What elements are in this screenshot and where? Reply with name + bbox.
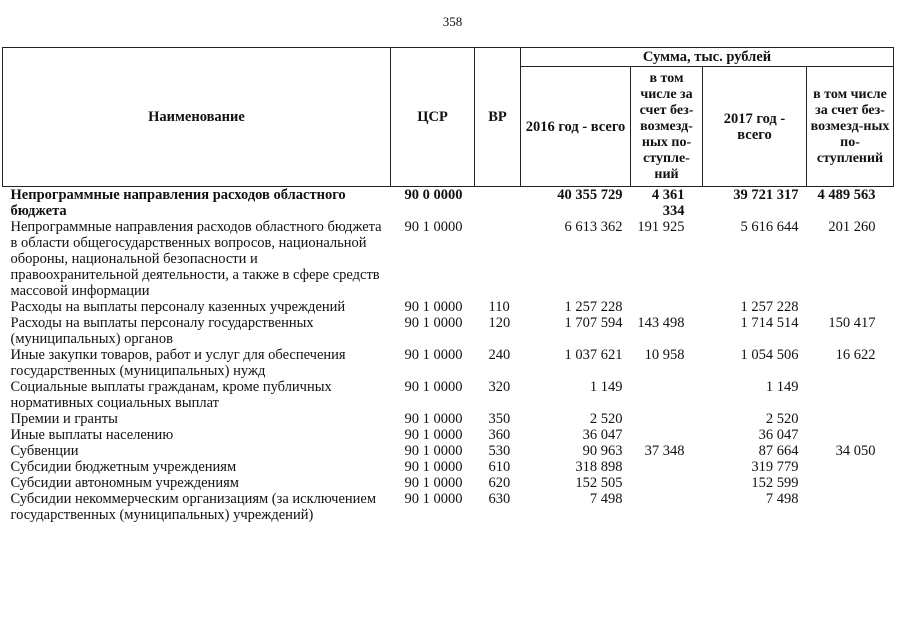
cell-total-2016: 7 498 bbox=[589, 491, 623, 507]
table-row bbox=[3, 315, 894, 347]
cell-free-2017 bbox=[807, 299, 894, 315]
cell-free-2016: 143 498 bbox=[637, 315, 685, 331]
cell-total-2017: 2 520 bbox=[765, 411, 799, 427]
cell-free-2016 bbox=[631, 379, 703, 411]
table-body bbox=[3, 187, 894, 524]
cell-free-2017 bbox=[807, 475, 894, 491]
cell-free-2016: 10 958 bbox=[644, 347, 685, 363]
cell-csr: 90 1 0000 bbox=[404, 475, 463, 491]
cell-csr: 90 1 0000 bbox=[404, 459, 463, 475]
cell-total-2017: 1 257 228 bbox=[740, 299, 799, 315]
cell-total-2017: 7 498 bbox=[765, 491, 799, 507]
cell-vr: 240 bbox=[488, 347, 511, 363]
cell-total-2016: 318 898 bbox=[575, 459, 623, 475]
cell-name: Непрограммные направления расходов областного бюджета bbox=[10, 187, 346, 219]
cell-csr: 90 0 0000 bbox=[404, 187, 463, 203]
header-sum-group: Сумма, тыс. рублей bbox=[521, 48, 894, 67]
page-number: 358 bbox=[442, 14, 463, 29]
cell-name: Социальные выплаты гражданам, кроме публичных нормативных социальных выплат bbox=[10, 379, 332, 411]
cell-free-2017: 4 489 563 bbox=[817, 187, 876, 203]
cell-csr: 90 1 0000 bbox=[404, 427, 463, 443]
cell-free-2016 bbox=[631, 491, 703, 523]
table-row bbox=[3, 187, 894, 220]
cell-csr: 90 1 0000 bbox=[404, 411, 463, 427]
header-vr: ВР bbox=[475, 48, 521, 187]
header-free-2016: в том числе за счет без-возмезд-ных по-ступле-ний bbox=[631, 67, 703, 187]
cell-name: Субсидии автономным учреждениям bbox=[10, 475, 239, 491]
cell-free-2016 bbox=[631, 459, 703, 475]
cell-total-2016: 36 047 bbox=[582, 427, 623, 443]
table-row bbox=[3, 299, 894, 315]
cell-total-2017: 1 714 514 bbox=[740, 315, 799, 331]
cell-free-2017: 150 417 bbox=[828, 315, 876, 331]
cell-csr: 90 1 0000 bbox=[404, 299, 463, 315]
cell-total-2017: 1 149 bbox=[765, 379, 799, 395]
cell-total-2016: 1 707 594 bbox=[564, 315, 623, 331]
table-row bbox=[3, 347, 894, 379]
cell-total-2017: 1 054 506 bbox=[740, 347, 799, 363]
header-total-2017: 2017 год - всего bbox=[703, 67, 807, 187]
cell-total-2017: 5 616 644 bbox=[740, 219, 799, 235]
cell-vr: 320 bbox=[488, 379, 511, 395]
table-header bbox=[3, 48, 894, 187]
cell-name: Иные выплаты населению bbox=[10, 427, 174, 443]
cell-free-2016 bbox=[631, 299, 703, 315]
cell-name: Расходы на выплаты персоналу государственных (муниципальных) органов bbox=[10, 315, 314, 347]
cell-csr: 90 1 0000 bbox=[404, 491, 463, 507]
budget-table bbox=[2, 47, 894, 523]
cell-total-2016: 1 149 bbox=[589, 379, 623, 395]
cell-free-2016 bbox=[631, 411, 703, 427]
cell-total-2016: 40 355 729 bbox=[557, 187, 623, 203]
cell-free-2016: 4 361 334 bbox=[651, 187, 685, 219]
cell-free-2016 bbox=[631, 475, 703, 491]
cell-vr bbox=[475, 219, 521, 299]
cell-free-2017 bbox=[807, 491, 894, 523]
cell-csr: 90 1 0000 bbox=[404, 347, 463, 363]
cell-total-2016: 6 613 362 bbox=[564, 219, 623, 235]
cell-vr: 110 bbox=[488, 299, 510, 315]
cell-free-2017: 16 622 bbox=[835, 347, 876, 363]
cell-vr: 630 bbox=[488, 491, 511, 507]
cell-free-2017: 34 050 bbox=[835, 443, 876, 459]
cell-vr: 360 bbox=[488, 427, 511, 443]
cell-vr: 610 bbox=[488, 459, 511, 475]
cell-total-2017: 87 664 bbox=[758, 443, 799, 459]
table-row bbox=[3, 411, 894, 427]
cell-total-2016: 1 037 621 bbox=[564, 347, 623, 363]
table-row bbox=[3, 491, 894, 523]
cell-vr: 350 bbox=[488, 411, 511, 427]
cell-vr: 120 bbox=[488, 315, 511, 331]
cell-total-2016: 1 257 228 bbox=[564, 299, 623, 315]
header-total-2016: 2016 год - всего bbox=[521, 67, 631, 187]
cell-total-2016: 2 520 bbox=[589, 411, 623, 427]
cell-free-2017 bbox=[807, 379, 894, 411]
table-row bbox=[3, 459, 894, 475]
cell-name: Субсидии некоммерческим организациям (за исключением государственных (муниципальных) учреждений) bbox=[10, 491, 377, 523]
cell-total-2016: 152 505 bbox=[575, 475, 623, 491]
table-row bbox=[3, 443, 894, 459]
cell-free-2017 bbox=[807, 427, 894, 443]
cell-name: Премии и гранты bbox=[10, 411, 118, 427]
cell-name: Субсидии бюджетным учреждениям bbox=[10, 459, 237, 475]
header-free-2017: в том числе за счет без-возмезд-ных по-ступлений bbox=[807, 67, 894, 187]
cell-free-2017 bbox=[807, 459, 894, 475]
cell-csr: 90 1 0000 bbox=[404, 219, 463, 235]
cell-free-2017: 201 260 bbox=[828, 219, 876, 235]
cell-name: Непрограммные направления расходов областного бюджета в области общегосударственных вопросов, национальной обороны, национальной безопасности и правоохранительной деятельности, а также в сфере средств массовой информации bbox=[10, 219, 382, 299]
cell-name: Расходы на выплаты персоналу казенных учреждений bbox=[10, 299, 346, 315]
cell-free-2016: 191 925 bbox=[637, 219, 685, 235]
cell-name: Субвенции bbox=[10, 443, 79, 459]
table-row bbox=[3, 219, 894, 299]
cell-total-2016: 90 963 bbox=[582, 443, 623, 459]
cell-vr: 530 bbox=[488, 443, 511, 459]
cell-vr bbox=[475, 187, 521, 220]
table-row bbox=[3, 379, 894, 411]
cell-total-2017: 39 721 317 bbox=[733, 187, 799, 203]
cell-csr: 90 1 0000 bbox=[404, 379, 463, 395]
cell-free-2016 bbox=[631, 427, 703, 443]
table-row bbox=[3, 427, 894, 443]
cell-csr: 90 1 0000 bbox=[404, 315, 463, 331]
cell-total-2017: 152 599 bbox=[751, 475, 799, 491]
header-name: Наименование bbox=[3, 48, 391, 187]
cell-free-2016: 37 348 bbox=[644, 443, 685, 459]
header-csr: ЦСР bbox=[391, 48, 475, 187]
cell-total-2017: 319 779 bbox=[751, 459, 799, 475]
cell-free-2017 bbox=[807, 411, 894, 427]
table-row bbox=[3, 475, 894, 491]
cell-total-2017: 36 047 bbox=[758, 427, 799, 443]
cell-name: Иные закупки товаров, работ и услуг для обеспечения государственных (муниципальных) нужд bbox=[10, 347, 346, 379]
cell-csr: 90 1 0000 bbox=[404, 443, 463, 459]
cell-vr: 620 bbox=[488, 475, 511, 491]
